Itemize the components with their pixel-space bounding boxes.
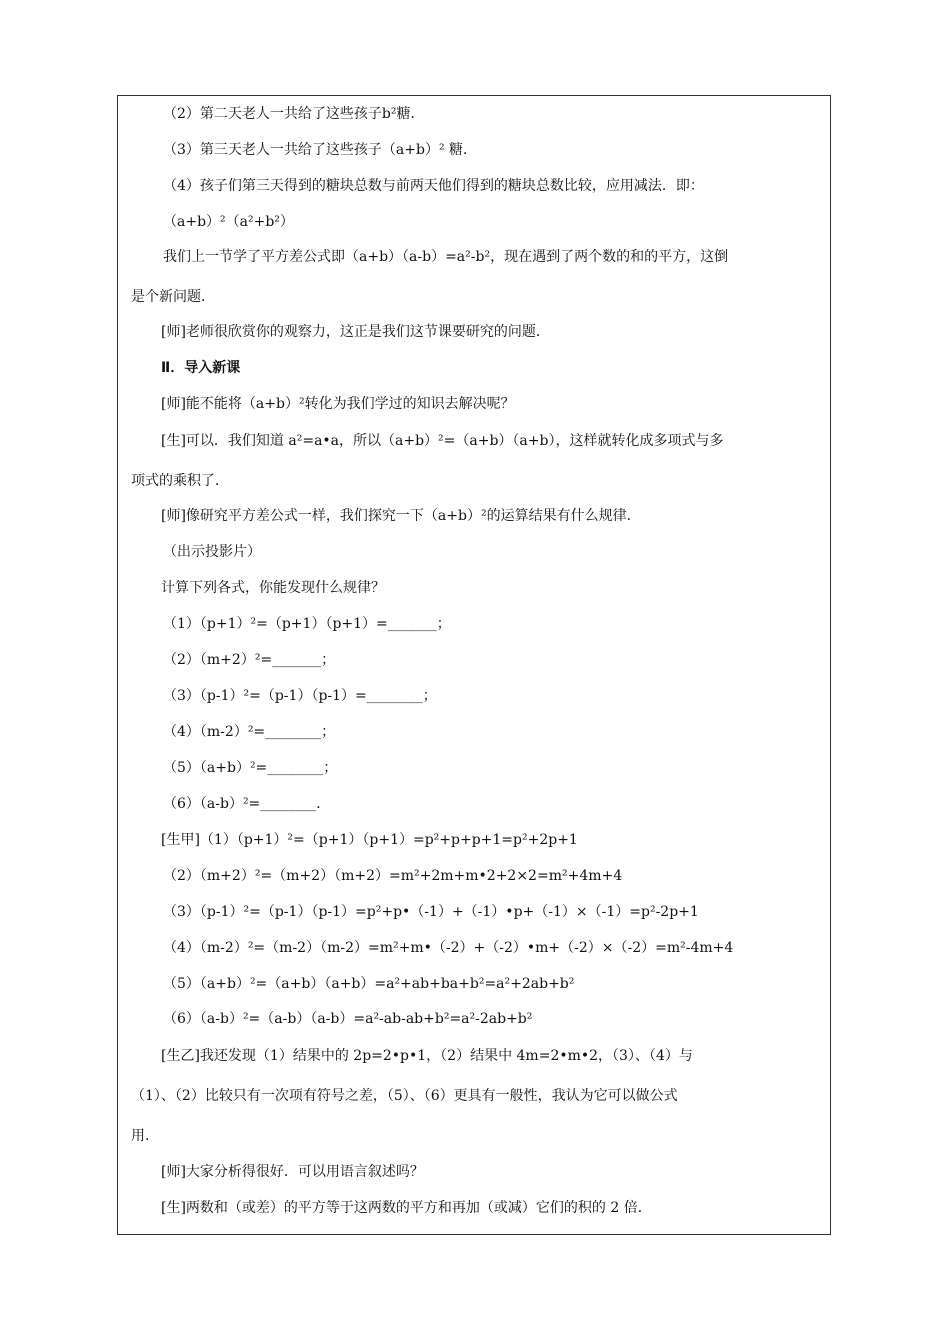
answer-2: （2）（m+2）²=（m+2）（m+2）=m²+2m+m•2+2×2=m²+4m+4: [163, 868, 623, 884]
text-line-13: （出示投影片）: [163, 544, 261, 560]
answer-1: [生甲]（1）（p+1）²=（p+1）（p+1）=p²+p+p+1=p²+2p+1: [161, 832, 578, 848]
section-heading: Ⅱ．导入新课: [161, 360, 241, 376]
exercise-5: （5）（a+b）²=________；: [163, 760, 338, 776]
text-line-12: [师]像研究平方差公式一样，我们探究一下（a+b）²的运算结果有什么规律．: [161, 508, 641, 524]
answer-5: （5）（a+b）²=（a+b）（a+b）=a²+ab+ba+b²=a²+2ab+b²: [163, 976, 575, 992]
text-line-14: 计算下列各式，你能发现什么规律？: [161, 580, 385, 596]
text-line-4: （a+b）²（a²+b²）: [163, 214, 294, 230]
exercise-6: （6）（a-b）²=________．: [163, 796, 331, 812]
exercise-2: （2）（m+2）²=_______；: [163, 652, 336, 668]
text-line-27: [生乙]我还发现（1）结果中的 2p=2•p•1，（2）结果中 4m=2•m•2，（3）、（4）与: [161, 1048, 693, 1064]
text-line-29: 用．: [131, 1128, 159, 1144]
answer-6: （6）（a-b）²=（a-b）（a-b）=a²-ab-ab+b²=a²-2ab+b²: [163, 1011, 533, 1027]
exercise-1: （1）（p+1）²=（p+1）（p+1）=_______；: [163, 616, 451, 632]
text-line-3: （4）孩子们第三天得到的糖块总数与前两天他们得到的糖块总数比较，应用减法．即：: [163, 178, 704, 194]
exercise-3: （3）（p-1）²=（p-1）（p-1）=________；: [163, 688, 437, 704]
text-line-7: [师]老师很欣赏你的观察力，这正是我们这节课要研究的问题．: [161, 324, 550, 340]
text-line-11: 项式的乘积了．: [131, 473, 229, 489]
answer-4: （4）（m-2）²=（m-2）（m-2）=m²+m•（-2）+（-2）•m+（-2）×（-2）=m²-4m+4: [163, 940, 734, 956]
text-line-9: [师]能不能将（a+b）²转化为我们学过的知识去解决呢？: [161, 396, 515, 412]
text-line-6: 是个新问题．: [131, 289, 215, 305]
text-line-5: 我们上一节学了平方差公式即（a+b）（a-b）=a²-b²，现在遇到了两个数的和的平方，这倒: [163, 249, 729, 265]
text-line-10: [生]可以．我们知道 a²=a•a，所以（a+b）²=（a+b）（a+b），这样就转化成多项式与多: [161, 433, 724, 449]
text-line-2: （3）第三天老人一共给了这些孩子（a+b）² 糖．: [163, 142, 478, 158]
text-line-31: [生]两数和（或差）的平方等于这两数的平方和再加（或减）它们的积的 2 倍．: [161, 1200, 652, 1216]
text-line-1: （2）第二天老人一共给了这些孩子b²糖．: [163, 106, 425, 122]
text-line-30: [师]大家分析得很好．可以用语言叙述吗？: [161, 1164, 424, 1180]
text-line-28: （1）、（2）比较只有一次项有符号之差，（5）、（6）更具有一般性，我认为它可以做公式: [131, 1088, 678, 1104]
exercise-4: （4）（m-2）²=________；: [163, 724, 336, 740]
answer-3: （3）（p-1）²=（p-1）（p-1）=p²+p•（-1）+（-1）•p+（-1）×（-1）=p²-2p+1: [163, 904, 699, 920]
